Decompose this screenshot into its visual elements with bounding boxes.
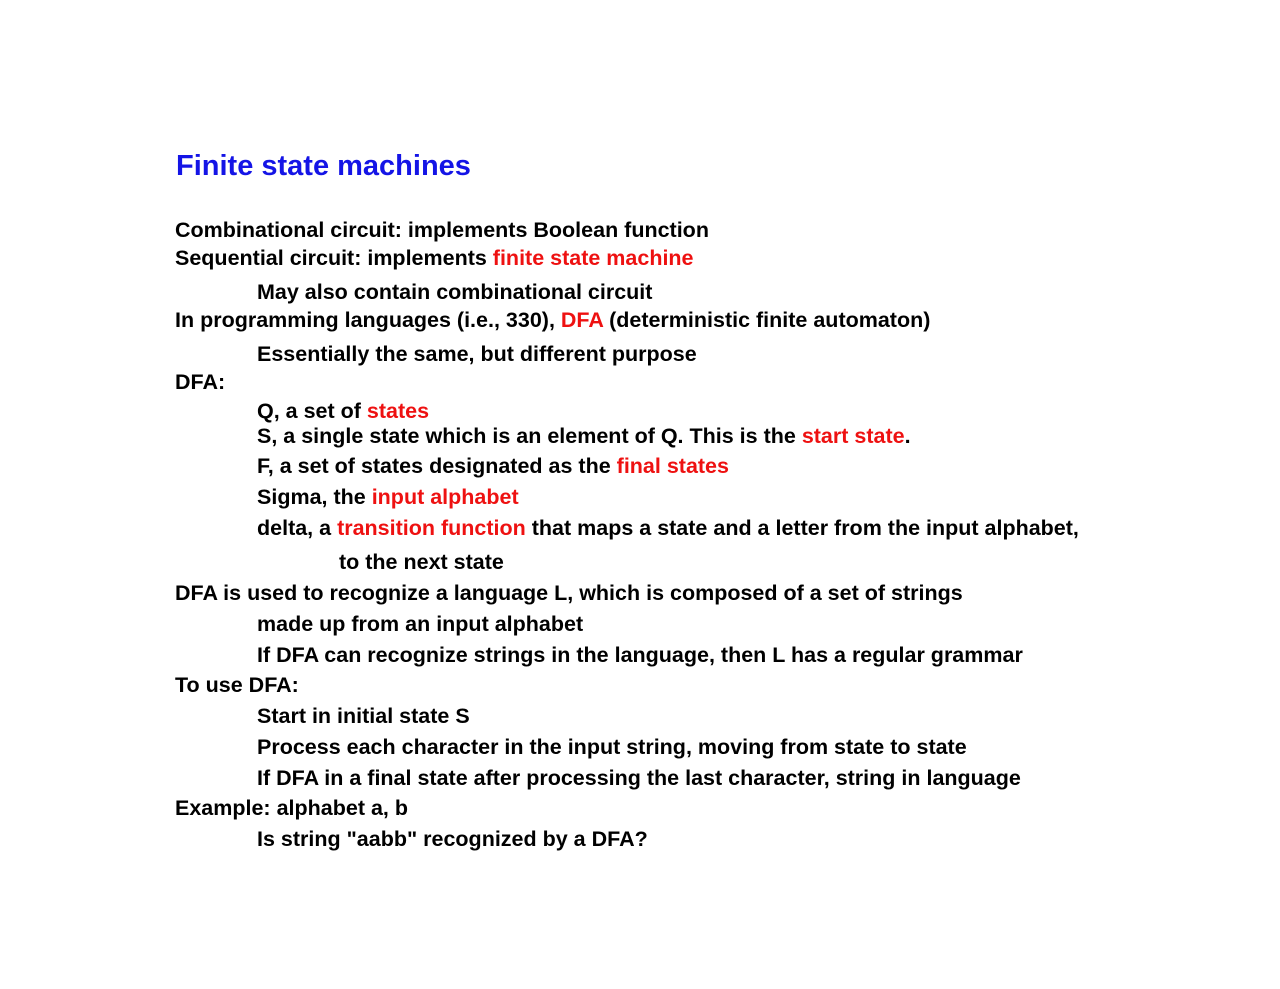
text-segment: .: [904, 424, 911, 448]
text-segment: Essentially the same, but different purpose: [257, 342, 697, 366]
highlighted-term: finite state machine: [492, 246, 694, 270]
text-line: [257, 611, 583, 637]
highlighted-term: start state: [801, 424, 905, 448]
text-segment: F, a set of states designated as the: [257, 454, 617, 478]
text-line: [175, 369, 225, 395]
text-line: [257, 398, 429, 424]
text-line: [257, 423, 911, 449]
text-segment: Is string "aabb" recognized by a DFA?: [257, 827, 648, 851]
text-segment: Q, a set of: [257, 399, 367, 423]
text-line: [257, 765, 1021, 791]
text-segment: made up from an input alphabet: [257, 612, 584, 636]
text-segment: If DFA in a final state after processing the last character, string in language: [257, 766, 1021, 790]
text-segment: to the next state: [339, 550, 504, 574]
slide-title: Finite state machines: [176, 150, 471, 182]
highlighted-term: input alphabet: [371, 485, 519, 509]
text-segment: To use DFA:: [175, 673, 299, 697]
text-line: [257, 826, 648, 852]
highlighted-term: final states: [616, 454, 729, 478]
text-segment: DFA:: [175, 370, 226, 394]
text-segment: In programming languages (i.e., 330),: [175, 308, 561, 332]
text-segment: Sigma, the: [257, 485, 372, 509]
text-segment: If DFA can recognize strings in the language, then L has a regular grammar: [257, 643, 1023, 667]
text-line: [257, 484, 519, 510]
highlighted-term: DFA: [560, 308, 604, 332]
text-line: [175, 307, 930, 333]
text-segment: delta, a: [257, 516, 338, 540]
text-segment: Sequential circuit: implements: [175, 246, 493, 270]
text-line: [257, 341, 697, 367]
text-line: [175, 217, 709, 243]
text-segment: S, a single state which is an element of Q. This is the: [257, 424, 802, 448]
highlighted-term: transition function: [337, 516, 526, 540]
text-line: [257, 642, 1023, 668]
text-line: [339, 549, 504, 575]
text-segment: DFA is used to recognize a language L, which is composed of a set of strings: [175, 581, 963, 605]
text-segment: (deterministic finite automaton): [603, 308, 931, 332]
text-line: [175, 245, 694, 271]
text-segment: May also contain combinational circuit: [257, 280, 653, 304]
text-segment: Start in initial state S: [257, 704, 470, 728]
text-segment: that maps a state and a letter from the input alphabet,: [525, 516, 1079, 540]
highlighted-term: states: [366, 399, 430, 423]
text-segment: Example: alphabet a, b: [175, 796, 408, 820]
text-line: [175, 580, 963, 606]
text-line: [175, 672, 299, 698]
text-line: [257, 703, 470, 729]
text-line: [257, 279, 652, 305]
text-segment: Process each character in the input string, moving from state to state: [257, 735, 967, 759]
text-line: [175, 795, 408, 821]
text-line: [257, 515, 1079, 541]
text-segment: Combinational circuit: implements Boolean function: [175, 218, 709, 242]
text-line: [257, 734, 967, 760]
text-line: [257, 453, 729, 479]
